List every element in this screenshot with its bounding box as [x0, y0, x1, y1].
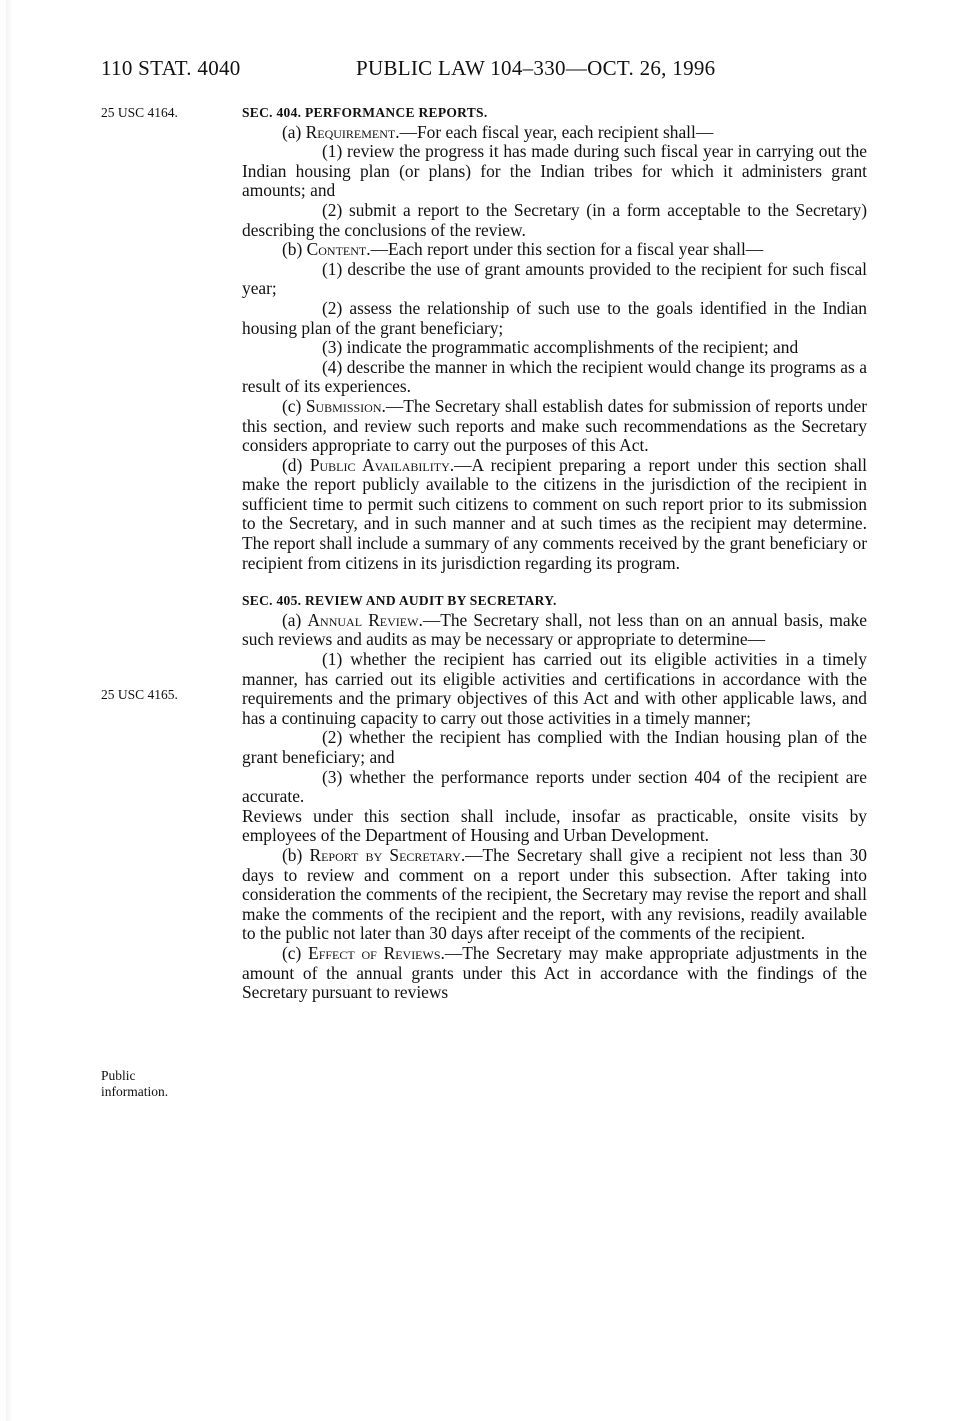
sec404-subsection-d: (d) Public Availability.—A recipient preparing a report under this section shall make the report publicly available to the citizens in the jurisdiction of the recipient in sufficient time to permit such citizens to comment on such report prior to its submission to the Secretary, and in such manner and at such times as the recipient may determine. The report shall include a summary of any comments received by the grant beneficiary or recipient from citizens in its jurisdiction regarding its program. [242, 454, 867, 573]
margin-note-line: information. [101, 1084, 169, 1099]
sec404-b-paragraph-4: (4) describe the manner in which the recipient would change its programs as a result of its experiences. [242, 356, 867, 397]
sec405-a-paragraph-1: (1) whether the recipient has carried out its eligible activities in a timely manner, has carried out its eligible activities and certifications in accordance with the requirements and the primary objectives of this Act and with other applicable laws, and has a continuing capacity to carry out those activities in a timely manner; [242, 649, 867, 728]
margin-note-line: Public [101, 1068, 136, 1083]
sec404-subsection-a: (a) Requirement.—For each fiscal year, each recipient shall— [282, 121, 714, 142]
running-title: PUBLIC LAW 104–330—OCT. 26, 1996 [356, 56, 716, 80]
stat-page-number: 110 STAT. 4040 [101, 56, 241, 80]
sec404-a-paragraph-1: (1) review the progress it has made during such fiscal year in carrying out the Indian housing plan (or plans) for the Indian tribes for which it administers grant amounts; and [242, 141, 867, 201]
sec404-subsection-c: (c) Submission.—The Secretary shall establish dates for submission of reports under this section, and review such reports and make such recommendations as the Secretary considers appropriate to carry out the purposes of this Act. [242, 395, 867, 456]
margin-note-public-information [101, 1068, 231, 1100]
margin-note-usc-4165: 25 USC 4165. [101, 687, 178, 702]
sec404-b-paragraph-2: (2) assess the relationship of such use to the goals identified in the Indian housing plan of the grant beneficiary; [242, 297, 867, 338]
sec405-a-paragraph-2: (2) whether the recipient has complied with the Indian housing plan of the grant beneficiary; and [242, 727, 867, 767]
sec405-a-paragraph-3: (3) whether the performance reports under section 404 of the recipient are accurate. [242, 766, 867, 807]
sec404-a-paragraph-2: (2) submit a report to the Secretary (in a form acceptable to the Secretary) describing the conclusions of the review. [242, 199, 867, 240]
sec405-subsection-c: (c) Effect of Reviews.—The Secretary may make appropriate adjustments in the amount of the annual grants under this Act in accordance with the findings of the Secretary pursuant to reviews [242, 942, 867, 1003]
scan-edge [6, 0, 11, 1421]
sec404-b-paragraph-3: (3) indicate the programmatic accomplishments of the recipient; and [322, 337, 799, 358]
sec404-subsection-b: (b) Content.—Each report under this section for a fiscal year shall— [282, 239, 764, 260]
section-405-heading: SEC. 405. REVIEW AND AUDIT BY SECRETARY. [242, 593, 557, 609]
sec405-subsection-b: (b) Report by Secretary.—The Secretary shall give a recipient not less than 30 days to review and comment on a report under this subsection. After taking into consideration the comments of the recipient, the Secretary may revise the report and shall make the comments of the recipient and the report, with any revisions, readily available to the public not later than 30 days after receipt of the comments of the recipient. [242, 844, 867, 944]
sec404-b-paragraph-1: (1) describe the use of grant amounts provided to the recipient for such fiscal year; [242, 258, 867, 299]
document-body [242, 103, 867, 1003]
margin-note-usc-4164: 25 USC 4164. [101, 105, 178, 120]
section-404-heading: SEC. 404. PERFORMANCE REPORTS. [242, 105, 488, 120]
sec405-subsection-a: (a) Annual Review.—The Secretary shall, not less than on an annual basis, make such reviews and audits as may be necessary or appropriate to determine— [242, 609, 867, 650]
page-header [101, 56, 861, 86]
sec405-a-flush-text: Reviews under this section shall include, insofar as practicable, onsite visits by employees of the Department of Housing and Urban Development. [242, 805, 867, 846]
